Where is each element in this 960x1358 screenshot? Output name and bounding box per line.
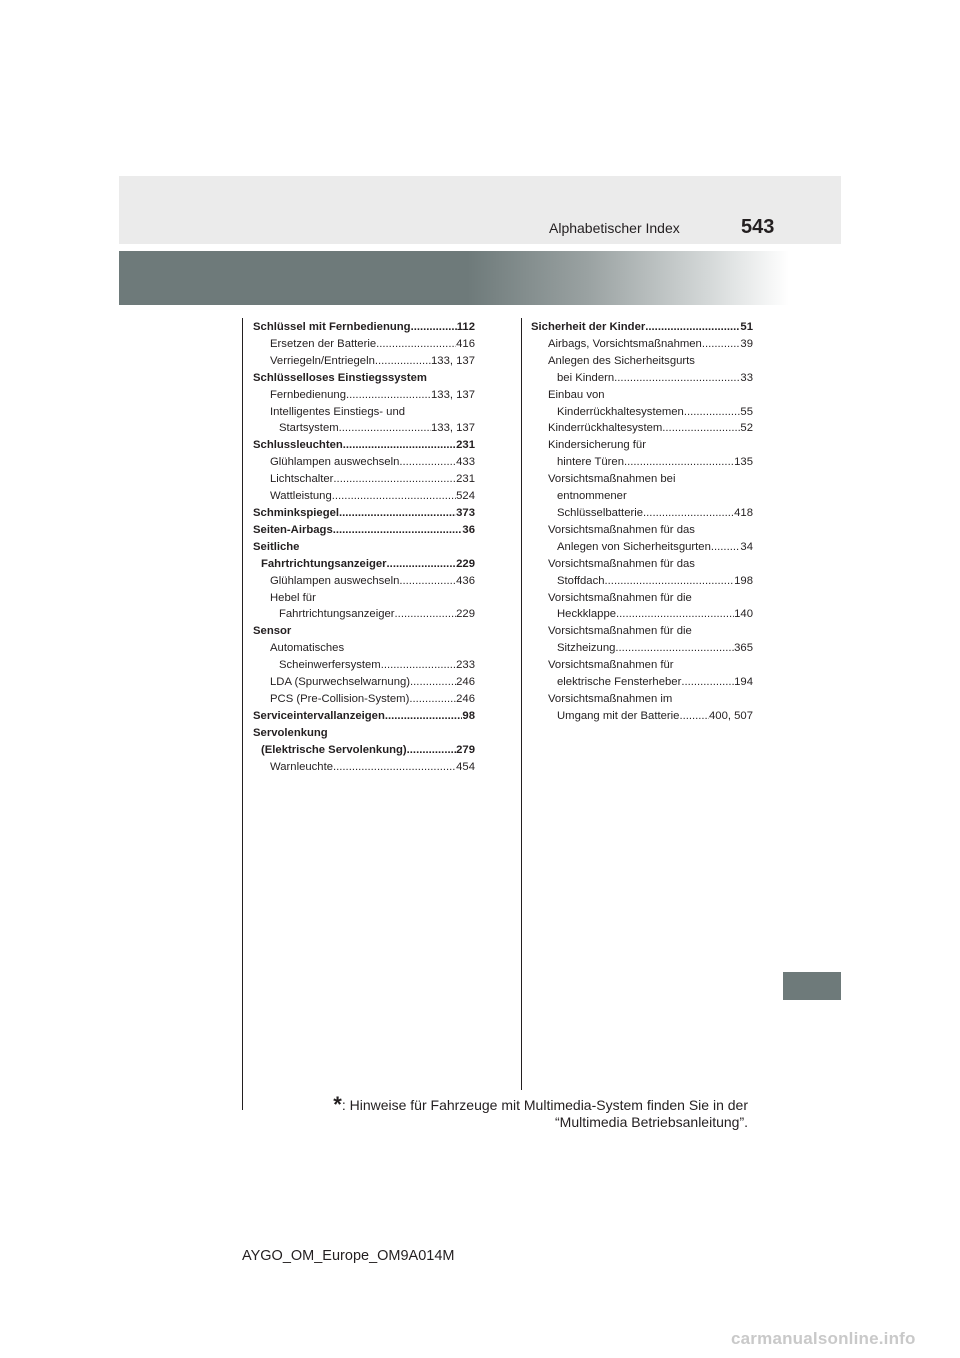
index-entry-page[interactable]: 231 — [456, 439, 475, 452]
index-entry-text: Serviceintervallanzeigen — [253, 709, 385, 722]
header-band — [119, 176, 841, 244]
index-entry — [253, 742, 475, 759]
index-entry-page[interactable]: 524 — [456, 490, 475, 503]
index-entry — [253, 471, 475, 488]
index-entry — [531, 471, 753, 488]
index-entry — [253, 370, 475, 387]
footnote-line-1: : Hinweise für Fahrzeuge mit Multimedia-System finden Sie in der — [341, 1097, 748, 1113]
leader-dots — [614, 370, 740, 387]
index-entry-page[interactable]: 33 — [740, 371, 753, 384]
index-entry — [253, 387, 475, 404]
index-entry-text: Vorsichtsmaßnahmen für das — [548, 523, 695, 536]
index-entry-text: Servolenkung — [253, 726, 328, 739]
index-entry-text: Warnleuchte — [270, 760, 333, 773]
index-entry-text: Kinderrückhaltesystem — [548, 422, 663, 435]
index-entry-page[interactable]: 34 — [740, 540, 753, 553]
index-entry — [253, 505, 475, 522]
index-entry — [253, 674, 475, 691]
index-entry-page[interactable]: 135 — [734, 456, 753, 469]
index-entry-text: Wattleistung — [270, 490, 332, 503]
index-entry-page[interactable]: 51 — [740, 321, 753, 333]
leader-dots — [376, 336, 456, 353]
leader-dots — [343, 437, 456, 454]
index-entry — [531, 319, 753, 336]
index-entry-text: Sicherheit der Kinder — [531, 321, 646, 333]
index-entry-page[interactable]: 133, 137 — [431, 388, 475, 401]
index-entry-text: Schlussleuchten — [253, 439, 343, 452]
leader-dots — [339, 420, 431, 437]
leader-dots — [681, 674, 734, 691]
index-entry — [253, 522, 475, 539]
index-entry-page[interactable]: 133, 137 — [431, 422, 475, 435]
leader-dots — [616, 606, 734, 623]
leader-dots — [624, 454, 734, 471]
index-entry — [531, 420, 753, 437]
leader-dots — [615, 640, 734, 657]
index-entry-page[interactable]: 436 — [456, 574, 475, 587]
leader-dots — [411, 319, 457, 336]
leader-dots — [387, 556, 457, 573]
leader-dots — [381, 657, 456, 674]
index-entry-text: Vorsichtsmaßnahmen im — [548, 692, 673, 705]
index-entry — [531, 640, 753, 657]
left-column-rule — [242, 318, 243, 1110]
chapter-tab — [783, 972, 841, 1000]
index-entry-page[interactable]: 112 — [456, 321, 475, 333]
index-entry — [253, 353, 475, 370]
index-entry — [531, 691, 753, 708]
index-entry-text: Vorsichtsmaßnahmen für die — [548, 591, 692, 604]
index-column-right — [531, 319, 753, 725]
header-gradient-bar — [119, 251, 789, 305]
index-entry-text: Vorsichtsmaßnahmen für die — [548, 625, 692, 638]
index-entry-text: Intelligentes Einstiegs- und — [270, 405, 406, 418]
index-entry-text: Anlegen von Sicherheitsgurten — [557, 540, 711, 553]
index-entry — [531, 488, 753, 505]
index-entry — [253, 404, 475, 421]
index-entry-page[interactable]: 229 — [456, 608, 475, 621]
index-entry — [531, 590, 753, 607]
index-entry — [253, 556, 475, 573]
index-entry-text: Fahrtrichtungsanzeiger — [279, 608, 395, 621]
index-entry — [531, 387, 753, 404]
index-entry-page[interactable]: 365 — [734, 642, 753, 655]
index-entry-text: Glühlampen auswechseln — [270, 456, 400, 469]
index-entry — [253, 606, 475, 623]
index-entry-text: Ersetzen der Batterie — [270, 337, 377, 350]
index-entry — [253, 623, 475, 640]
index-entry-text: Vorsichtsmaßnahmen für das — [548, 557, 695, 570]
leader-dots — [605, 573, 735, 590]
index-entry-text: Heckklappe — [557, 608, 617, 621]
index-entry-text: Schlüsselloses Einstiegssystem — [253, 371, 427, 384]
index-entry — [253, 573, 475, 590]
leader-dots — [645, 319, 740, 336]
index-entry-text: Seiten-Airbags — [253, 523, 333, 536]
index-entry-text: Anlegen des Sicherheitsgurts — [548, 354, 695, 367]
leader-dots — [346, 387, 431, 404]
index-entry-text: Automatisches — [270, 642, 345, 655]
index-entry — [253, 640, 475, 657]
index-entry-page[interactable]: 55 — [740, 405, 753, 418]
leader-dots — [375, 353, 431, 370]
leader-dots — [399, 454, 456, 471]
leader-dots — [662, 420, 740, 437]
index-entry-text: Einbau von — [548, 388, 605, 401]
index-entry-text: Scheinwerfersystem — [279, 659, 381, 672]
index-entry-text: Schlüsselbatterie — [557, 506, 644, 519]
leader-dots — [643, 505, 734, 522]
index-entry — [253, 437, 475, 454]
leader-dots — [395, 606, 457, 623]
index-entry — [253, 725, 475, 742]
leader-dots — [684, 404, 741, 421]
index-entry — [253, 539, 475, 556]
index-entry-text: PCS (Pre-Collision-System) — [270, 692, 410, 705]
index-entry-text: Vorsichtsmaßnahmen bei — [548, 473, 676, 486]
index-entry-page[interactable]: 36 — [462, 523, 475, 536]
index-entry-page[interactable]: 373 — [456, 506, 475, 519]
index-entry — [253, 657, 475, 674]
index-entry — [531, 708, 753, 725]
index-entry-text: entnommener — [557, 490, 627, 503]
index-column-left — [253, 319, 475, 775]
index-entry-page[interactable]: 418 — [734, 506, 753, 519]
index-entry-text: Airbags, Vorsichtsmaßnahmen — [548, 337, 702, 350]
index-entry — [253, 590, 475, 607]
index-entry-text: Sitzheizung — [557, 642, 616, 655]
index-entry — [253, 708, 475, 725]
leader-dots — [679, 708, 709, 725]
leader-dots — [339, 505, 456, 522]
index-entry-page[interactable]: 246 — [456, 692, 475, 705]
leader-dots — [409, 691, 456, 708]
index-entry-page[interactable]: 140 — [734, 608, 753, 621]
document-code: AYGO_OM_Europe_OM9A014M — [242, 1248, 455, 1264]
index-entry — [531, 674, 753, 691]
index-entry — [531, 437, 753, 454]
index-entry-page[interactable]: 229 — [456, 557, 475, 570]
index-entry — [531, 657, 753, 674]
index-entry — [253, 420, 475, 437]
index-entry-page[interactable]: 194 — [734, 676, 753, 689]
index-entry — [531, 370, 753, 387]
page-number: 543 — [741, 216, 775, 238]
index-entry-page[interactable]: 454 — [456, 760, 475, 773]
index-entry — [531, 539, 753, 556]
index-entry-text: Schlüssel mit Fernbedienung — [253, 321, 411, 333]
index-entry-text: hintere Türen — [557, 456, 624, 469]
footnote-line-2: “Multimedia Betriebsanleitung”. — [555, 1114, 748, 1130]
footnote-marker: * — [333, 1092, 342, 1117]
index-entry-text: Umgang mit der Batterie — [557, 709, 680, 722]
index-entry-page[interactable]: 400, 507 — [709, 709, 753, 722]
index-entry-page[interactable]: 279 — [456, 743, 475, 756]
index-entry — [531, 522, 753, 539]
leader-dots — [702, 336, 741, 353]
index-entry-page[interactable]: 246 — [456, 676, 475, 689]
index-entry-text: Sensor — [253, 625, 292, 638]
index-entry-text: elektrische Fensterheber — [557, 676, 682, 689]
leader-dots — [333, 471, 456, 488]
index-entry-page[interactable]: 433 — [456, 456, 475, 469]
index-entry-page[interactable]: 198 — [734, 574, 753, 587]
index-entry-page[interactable]: 231 — [456, 473, 475, 486]
index-entry — [531, 336, 753, 353]
index-entry — [531, 573, 753, 590]
index-entry-text: Verriegeln/Entriegeln — [270, 354, 375, 367]
leader-dots — [711, 539, 741, 556]
index-entry-text: Fahrtrichtungsanzeiger — [261, 557, 387, 570]
index-entry — [253, 319, 475, 336]
index-entry-text: bei Kindern — [557, 371, 615, 384]
index-entry-page[interactable]: 98 — [462, 709, 475, 722]
leader-dots — [333, 759, 456, 776]
index-entry-text: Schminkspiegel — [253, 506, 340, 519]
index-entry — [531, 404, 753, 421]
index-entry — [253, 488, 475, 505]
watermark[interactable]: carmanualsonline.info — [731, 1329, 916, 1348]
index-entry-text: Fernbedienung — [270, 388, 347, 401]
middle-column-rule — [521, 318, 522, 1090]
index-entry-text: Stoffdach — [557, 574, 605, 587]
index-entry — [531, 353, 753, 370]
leader-dots — [385, 708, 463, 725]
leader-dots — [332, 488, 456, 505]
index-entry — [531, 454, 753, 471]
index-entry-page[interactable]: 133, 137 — [431, 354, 475, 367]
index-entry — [531, 606, 753, 623]
index-entry-text: Startsystem — [279, 422, 339, 435]
index-entry — [253, 759, 475, 776]
index-entry-text: Seitliche — [253, 540, 300, 553]
index-entry-page[interactable]: 233 — [456, 659, 475, 672]
index-entry-page[interactable]: 39 — [740, 337, 753, 350]
index-entry-page[interactable]: 52 — [740, 422, 753, 435]
index-entry — [531, 556, 753, 573]
index-entry — [531, 505, 753, 522]
index-entry-text: Kinderrückhaltesystemen — [557, 405, 684, 418]
index-entry — [253, 454, 475, 471]
leader-dots — [333, 522, 463, 539]
index-entry-text: Vorsichtsmaßnahmen für — [548, 659, 674, 672]
index-entry — [253, 691, 475, 708]
index-entry-page[interactable]: 416 — [456, 337, 475, 350]
index-entry-text: Lichtschalter — [270, 473, 334, 486]
index-entry — [531, 623, 753, 640]
footnote — [328, 1092, 748, 1131]
section-title: Alphabetischer Index — [549, 220, 680, 236]
index-entry-text: Kindersicherung für — [548, 439, 646, 452]
leader-dots — [407, 742, 456, 759]
index-entry — [253, 336, 475, 353]
index-entry-text: Glühlampen auswechseln — [270, 574, 400, 587]
index-entry-text: LDA (Spurwechselwarnung) — [270, 676, 411, 689]
index-entry-text: Hebel für — [270, 591, 316, 604]
leader-dots — [410, 674, 456, 691]
leader-dots — [399, 573, 456, 590]
index-entry-text: (Elektrische Servolenkung) — [261, 743, 407, 756]
